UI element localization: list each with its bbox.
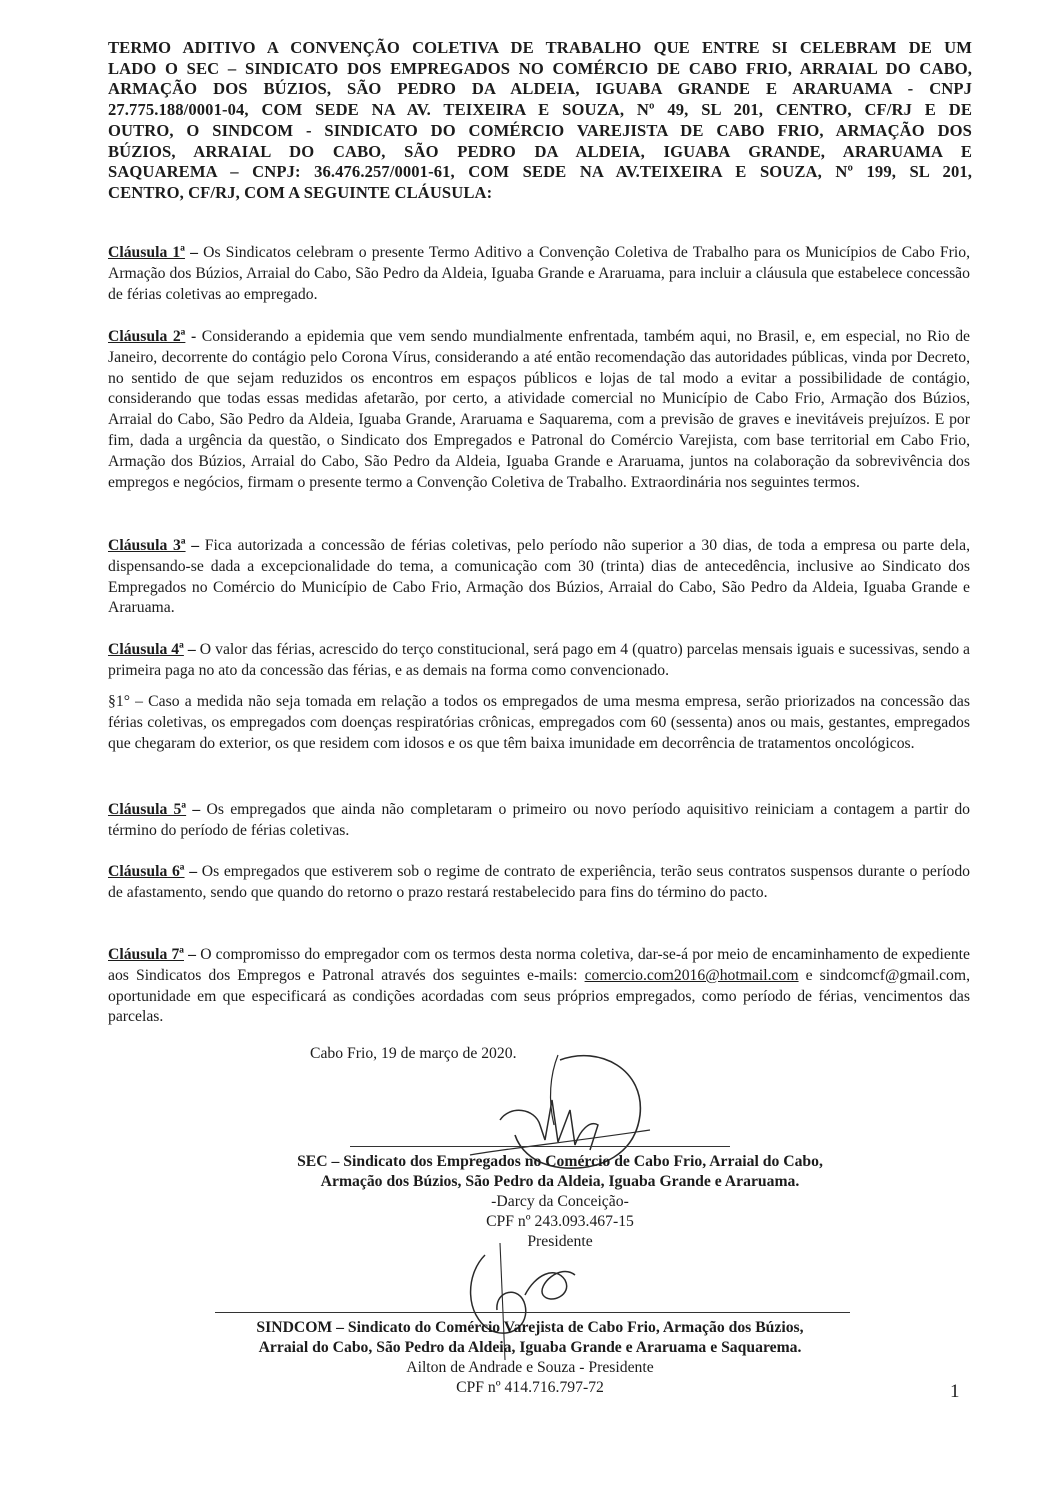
clause-7: [108, 945, 970, 1028]
title-line: CENTRO, CF/RJ, COM A SEGUINTE CLÁUSULA:: [108, 182, 493, 202]
clause-separator: –: [192, 801, 201, 818]
sig2-org-line2: Arraial do Cabo, São Pedro da Aldeia, Iguaba Grande e Araruama e Saquarema.: [258, 1339, 802, 1356]
clause-6: [108, 862, 970, 904]
clause-label: Cláusula 6ª: [108, 863, 185, 880]
signature-2-block: [130, 1318, 930, 1398]
clause-2: [108, 327, 970, 493]
clause-4: [108, 640, 970, 682]
clause-text: Os empregados que estiverem sob o regime de contrato de experiência, terão seus contratos suspensos durante o período de afastamento, sendo que quando do retorno o prazo restará restabelecido para fins do término do pacto.: [108, 863, 971, 901]
title-line: TERMO ADITIVO A CONVENÇÃO COLETIVA DE TRABALHO QUE ENTRE SI CELEBRAM DE UM: [108, 38, 972, 57]
clause-text: O valor das férias, acrescido do terço constitucional, será pago em 4 (quatro) parcelas mensais iguais e sucessivas, sendo a primeira paga no ato da concessão das férias, e as demais na forma como convencionado.: [108, 641, 971, 679]
clause-text: Os Sindicatos celebram o presente Termo Aditivo a Convenção Coletiva de Trabalho para os Municípios de Cabo Frio, Armação dos Búzios, Arraial do Cabo, São Pedro da Aldeia, Iguaba Grande e Araruama, para incluir a cláusula que estabelece concessão de férias coletivas ao empregado.: [108, 244, 971, 303]
title-line: ARMAÇÃO DOS BÚZIOS, SÃO PEDRO DA ALDEIA, IGUABA GRANDE E ARARUAMA - CNPJ: [108, 79, 972, 99]
clause-text: O compromisso do empregador com os termos desta norma coletiva, dar-se-á por meio de encaminhamento de expediente aos Sindicatos dos Empregos e Patronal através dos seguintes e-mails:: [108, 946, 971, 984]
clause-text: e sindcomcf@gmail.com, oportunidade em que especificará as condições acordadas com seus próprios empregados, como período de férias, vencimentos das parcelas.: [108, 966, 971, 1026]
email-link[interactable]: comercio.com2016@hotmail.com: [584, 966, 799, 984]
clause-5: [108, 800, 970, 842]
clause-separator: –: [190, 244, 198, 261]
clause-label: Cláusula 3ª: [108, 537, 186, 554]
place-date: Cabo Frio, 19 de março de 2020.: [310, 1045, 517, 1062]
clause-text: Fica autorizada a concessão de férias coletivas, pelo período não superior a 30 dias, de toda a empresa ou parte dela, dispensando-se dada a excepcionalidade do tema, a comunicação com 30 (trinta) dias de antecedência, inclusive ao Sindicato dos Empregados no Comércio do Município de Cabo Frio, Armação dos Búzios, Arraial do Cabo, São Pedro da Aldeia, Iguaba Grande e Araruama.: [108, 537, 971, 617]
sig2-cpf: CPF nº 414.716.797-72: [456, 1379, 604, 1396]
sig2-org-line1: SINDCOM – Sindicato do Comércio Varejista de Cabo Frio, Armação dos Búzios,: [256, 1319, 804, 1336]
sig2-name: Ailton de Andrade e Souza - Presidente: [406, 1359, 654, 1376]
paragraph-text: §1° – Caso a medida não seja tomada em relação a todos os empregados de uma mesma empresa, serão priorizados na concessão das férias coletivas, os empregados com doenças respiratórias crônicas, empregados com 60 (sessenta) anos ou mais, gestantes, empregados que chegaram do exterior, os que residem com idosos e os que têm baixa imunidade em decorrência de tratamentos oncológicos.: [108, 693, 970, 752]
clause-label: Cláusula 1ª: [108, 244, 185, 261]
clause-3: [108, 536, 970, 619]
page-number: 1: [950, 1381, 960, 1402]
clause-label: Cláusula 5ª: [108, 801, 187, 818]
signature-1-line: [350, 1146, 730, 1147]
paragraph-1: [108, 692, 970, 754]
title-line: OUTRO, O SINDCOM - SINDICATO DO COMÉRCIO VAREJISTA DE CABO FRIO, ARMAÇÃO DOS: [108, 120, 972, 140]
clause-label: Cláusula 7ª: [108, 946, 184, 963]
document-title: [108, 38, 972, 204]
title-line: LADO O SEC – SINDICATO DOS EMPREGADOS NO COMÉRCIO DE CABO FRIO, ARRAIAL DO CABO,: [108, 58, 972, 78]
sig1-name: -Darcy da Conceição-: [491, 1193, 629, 1210]
title-line: BÚZIOS, ARRAIAL DO CABO, SÃO PEDRO DA ALDEIA, IGUABA GRANDE, ARARUAMA E: [108, 141, 972, 161]
signature-2-line: [215, 1312, 850, 1313]
clause-text: Os empregados que ainda não completaram o primeiro ou novo período aquisitivo reiniciam a contagem a partir do término do período de férias coletivas.: [108, 801, 971, 839]
sig1-cpf: CPF nº 243.093.467-15: [486, 1213, 634, 1230]
clause-1: [108, 243, 970, 305]
clause-separator: –: [191, 537, 200, 554]
clause-text: Considerando a epidemia que vem sendo mundialmente enfrentada, também aqui, no Brasil, e, em especial, no Rio de Janeiro, decorrente do contágio pelo Corona Vírus, considerando a até então recomendação das autoridades públicas, vinda por Decreto, no sentido de que sejam reduzidos os encontros em espaços públicos e lojas de tal modo a evitar a possibilidade de contágio, considerando que todas essas medidas afetarão, por certo, a atividade comercial no Município de Cabo Frio, Armação dos Búzios, Arraial do Cabo, São Pedro da Aldeia, Iguaba Grande, Araruama e Saquarema, com a previsão de graves e inevitáveis prejuízos. E por fim, dada a urgência da questão, o Sindicato dos Empregados e Patronal do Comércio Varejista, com base territorial em Cabo Frio, Armação dos Búzios, Arraial do Cabo, São Pedro da Aldeia, Iguaba Grande e Araruama, juntos na colaboração da sobrevivência dos empregos e negócios, firmam o presente termo a Convenção Coletiva de Trabalho. Extraordinária nos seguintes termos.: [108, 328, 971, 491]
clause-separator: –: [189, 863, 198, 880]
sig1-org-line1: SEC – Sindicato dos Empregados no Comércio de Cabo Frio, Arraial do Cabo,: [297, 1153, 823, 1170]
clause-label: Cláusula 4ª: [108, 641, 184, 658]
title-line: 27.775.188/0001-04, COM SEDE NA AV. TEIXEIRA E SOUZA, Nº 49, SL 201, CENTRO, CF/RJ E DE: [108, 100, 972, 120]
clause-separator: –: [187, 641, 196, 658]
clause-label: Cláusula 2ª: [108, 328, 186, 345]
clause-separator: –: [188, 946, 197, 963]
sig1-role: Presidente: [527, 1233, 593, 1250]
title-line: SAQUAREMA – CNPJ: 36.476.257/0001-61, COM SEDE NA AV.TEIXEIRA E SOUZA, Nº 199, SL 201,: [108, 162, 972, 182]
clause-separator: -: [190, 328, 197, 345]
sig1-org-line2: Armação dos Búzios, São Pedro da Aldeia, Iguaba Grande e Araruama.: [320, 1173, 800, 1190]
